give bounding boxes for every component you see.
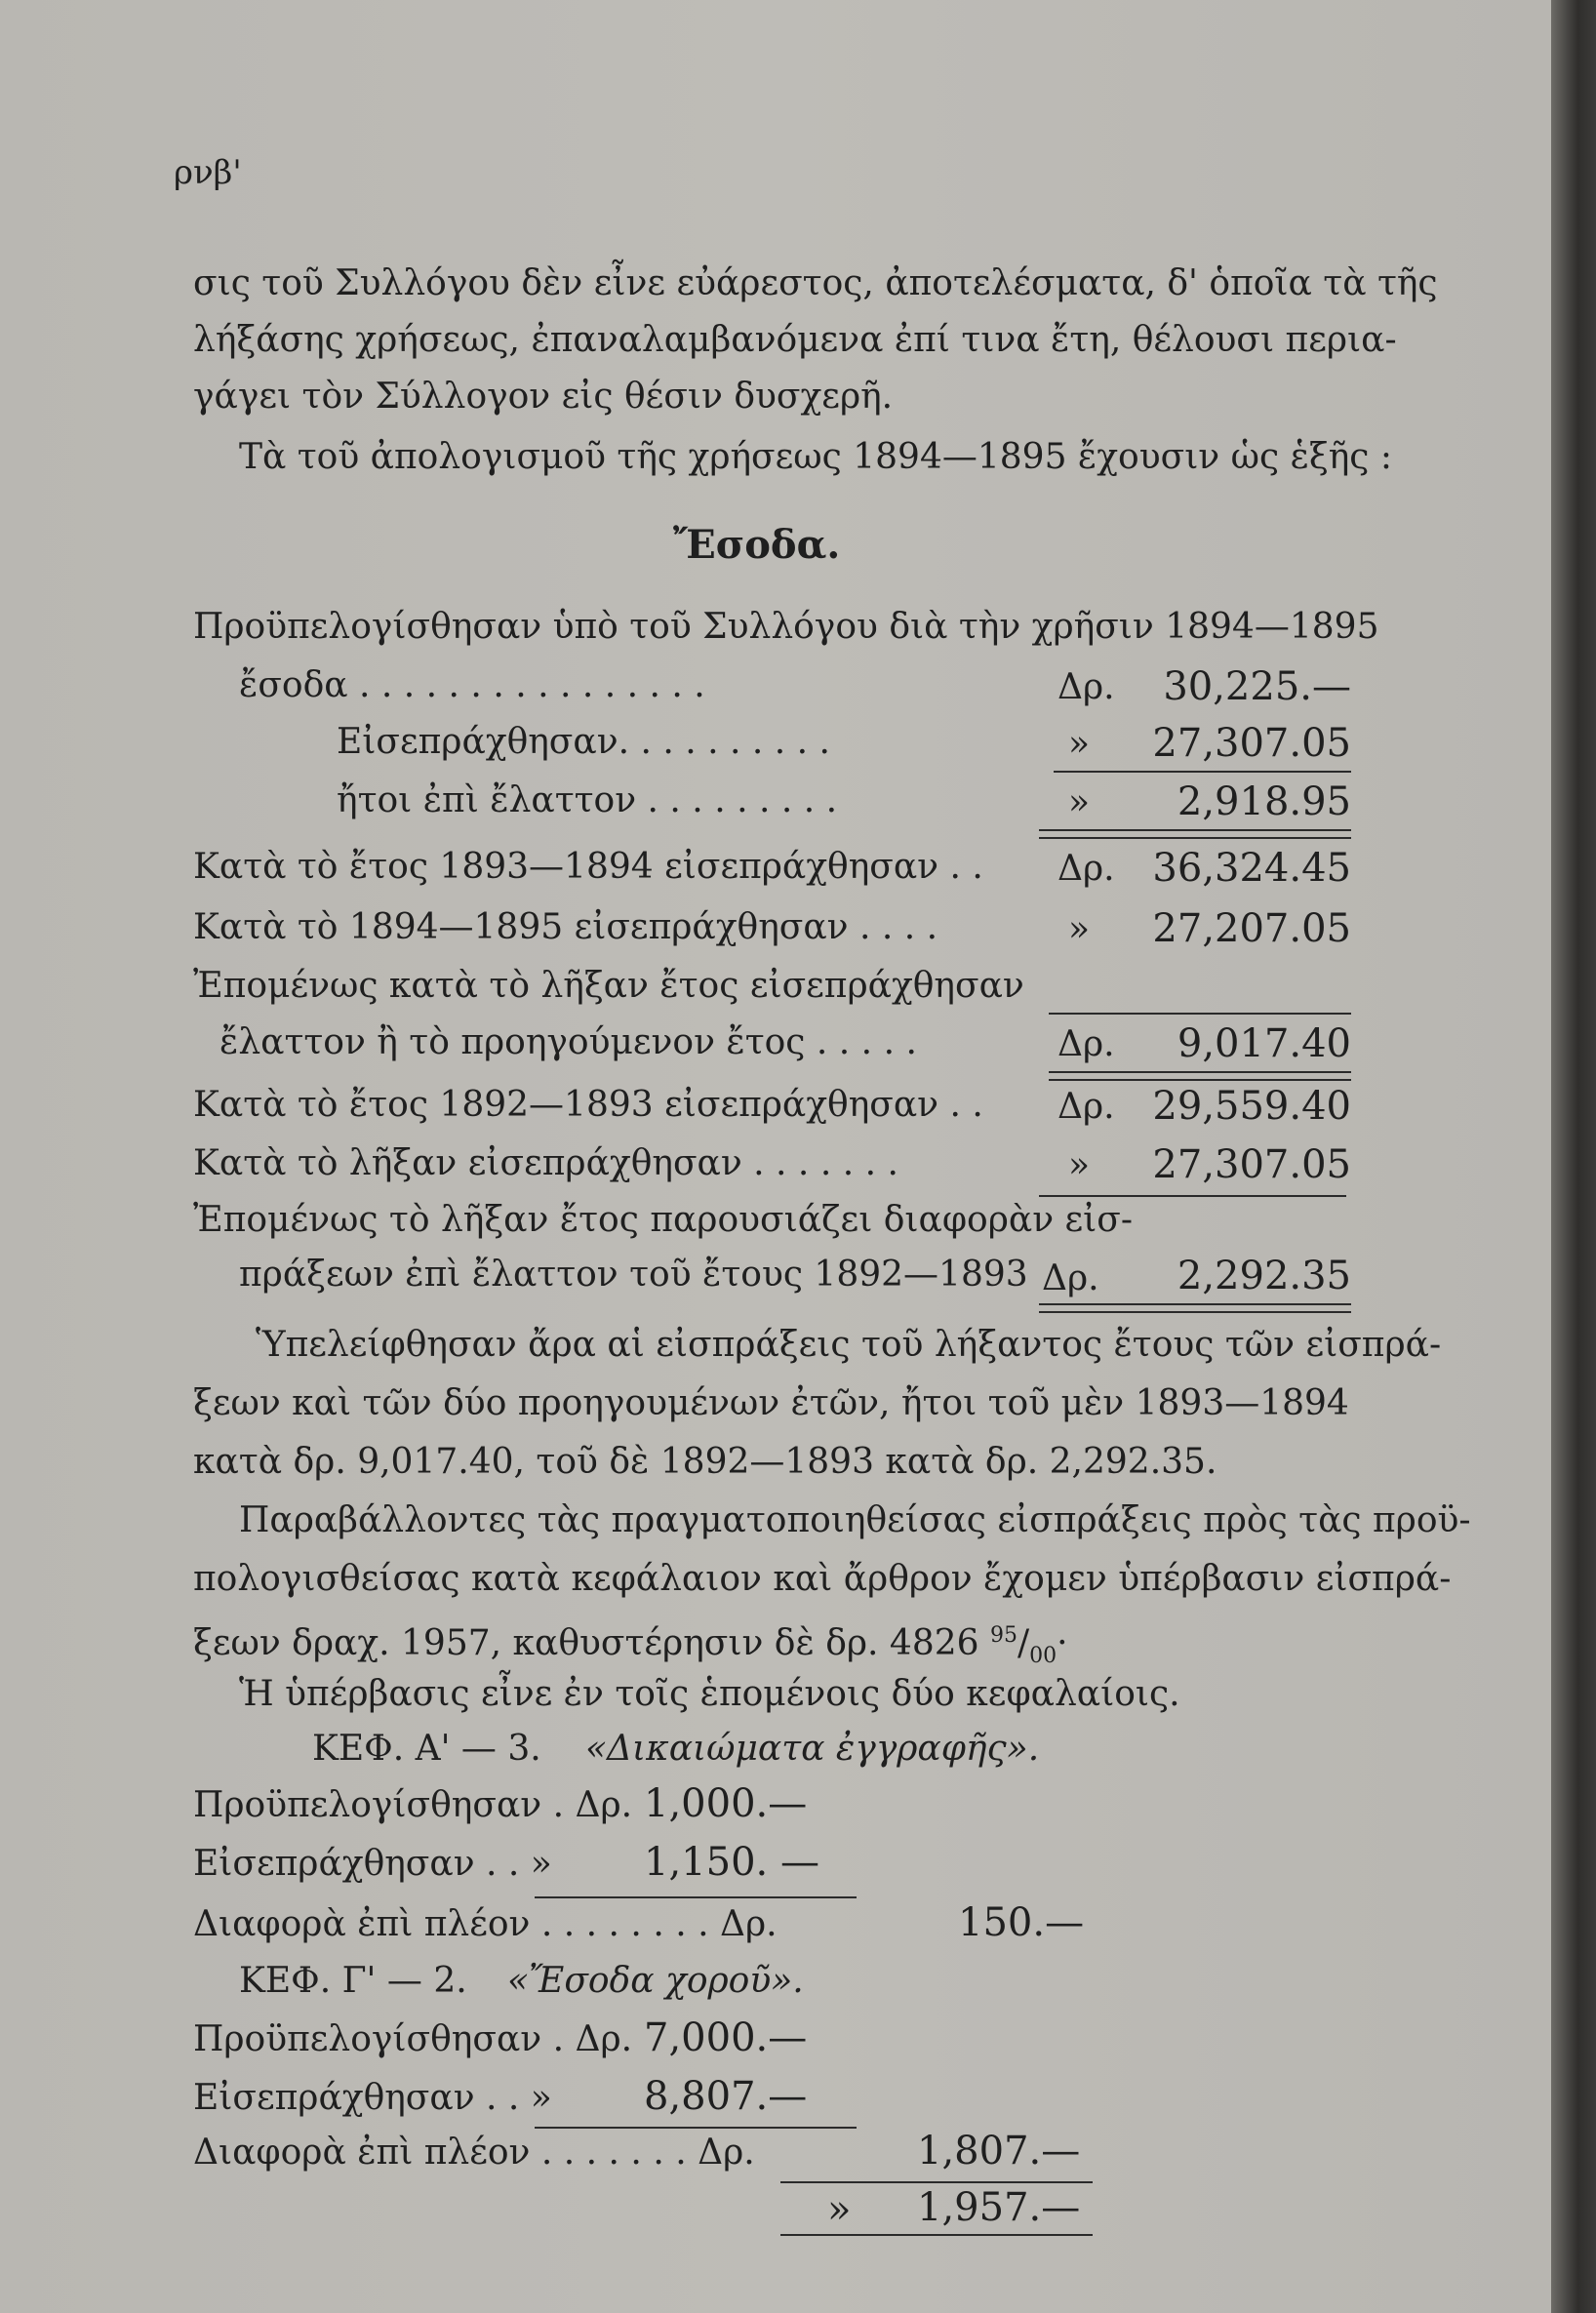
comparison1-row1-currency: Δρ. bbox=[1057, 849, 1115, 889]
chapter2-row2-value: 8,807.— bbox=[644, 2074, 808, 2119]
comparison2-row2-label: Κατὰ τὸ λῆξαν εἰσεπράχθησαν . . . . . . . bbox=[193, 1143, 898, 1183]
double-rule bbox=[1049, 1071, 1351, 1073]
comparison2-row2-value: 27,307.05 bbox=[1152, 1142, 1351, 1187]
chapter1-row2-label: Εἰσεπράχθησαν . . » bbox=[193, 1844, 552, 1884]
chapter1-row1-label: Προϋπελογίσθησαν . Δρ. bbox=[193, 1785, 633, 1825]
comparison2-row1-value: 29,559.40 bbox=[1152, 1084, 1351, 1129]
budget-row1-currency: Δρ. bbox=[1057, 667, 1115, 707]
chapter1-title-b: «Δικαιώματα ἐγγραφῆς». bbox=[585, 1729, 1040, 1769]
double-rule bbox=[1049, 1079, 1351, 1081]
chapter1-row1-value: 1,000.— bbox=[644, 1781, 808, 1826]
comparison2-row1-currency: Δρ. bbox=[1057, 1087, 1115, 1127]
chapter2-row3-value: 1,807.— bbox=[917, 2129, 1081, 2173]
paragraph1-line-2: ξεων καὶ τῶν δύο προηγουμένων ἐτῶν, ἤτοι τοῦ μὲν 1893—1894 bbox=[193, 1383, 1349, 1423]
budget-row3-label: ἤτοι ἐπὶ ἔλαττον . . . . . . . . . bbox=[337, 780, 838, 820]
paragraph2-line-1: Παραβάλλοντες τὰς πραγματοποιηθείσας εἰσπράξεις πρὸς τὰς προϋ- bbox=[239, 1500, 1471, 1540]
paragraph2-line-3 bbox=[193, 1615, 1068, 1677]
comparison1-row1-label: Κατὰ τὸ ἔτος 1893—1894 εἰσεπράχθησαν . . bbox=[193, 847, 983, 887]
chapter1-row3-value: 150.— bbox=[958, 1900, 1085, 1945]
comparison1-row3-value: 9,017.40 bbox=[1177, 1021, 1351, 1066]
paragraph2-line-3-end: · bbox=[1057, 1623, 1068, 1663]
paragraph2-line-2: πολογισθείσας κατὰ κεφάλαιον καὶ ἄρθρον ἔχομεν ὑπέρβασιν εἰσπρά- bbox=[193, 1559, 1452, 1599]
double-rule bbox=[1039, 1303, 1351, 1305]
chapter2-row2-label: Εἰσεπράχθησαν . . » bbox=[193, 2078, 552, 2118]
rule bbox=[1039, 1195, 1346, 1197]
intro-line-2: λήξάσης χρήσεως, ἐπαναλαμβανόμενα ἐπί τινα ἔτη, θέλουσι περια- bbox=[193, 320, 1397, 360]
budget-line-1: Προϋπελογίσθησαν ὑπὸ τοῦ Συλλόγου διὰ τὴν χρῆσιν 1894—1895 bbox=[193, 607, 1379, 647]
paragraph2-line-3-text: ξεων δραχ. 1957, καθυστέρησιν δὲ δρ. 4826 bbox=[193, 1623, 979, 1663]
fraction-slash: / bbox=[1017, 1623, 1030, 1663]
chapter2-total-value: 1,957.— bbox=[917, 2185, 1081, 2230]
comparison2-row3-label-b: πράξεων ἐπὶ ἔλαττον τοῦ ἔτους 1892—1893 bbox=[239, 1255, 1028, 1295]
comparison1-row3-label-a: Ἐπομένως κατὰ τὸ λῆξαν ἔτος εἰσεπράχθησαν bbox=[193, 966, 1024, 1006]
rule bbox=[780, 2181, 1093, 2183]
section-heading: Ἔσοδα. bbox=[673, 522, 841, 568]
comparison1-row2-currency: » bbox=[1068, 909, 1091, 949]
chapter2-row1-label: Προϋπελογίσθησαν . Δρ. bbox=[193, 2019, 633, 2059]
double-rule bbox=[1039, 829, 1351, 831]
rule bbox=[1049, 1013, 1351, 1015]
book-spine-edge bbox=[1551, 0, 1596, 2313]
chapter2-total-currency: » bbox=[827, 2187, 852, 2232]
budget-row3-value: 2,918.95 bbox=[1177, 779, 1351, 824]
budget-row3-currency: » bbox=[1068, 782, 1091, 822]
rule bbox=[780, 2234, 1093, 2236]
budget-row2-currency: » bbox=[1068, 724, 1091, 764]
chapter2-row1-value: 7,000.— bbox=[644, 2015, 808, 2060]
comparison2-row2-currency: » bbox=[1068, 1145, 1091, 1185]
comparison1-row2-value: 27,207.05 bbox=[1152, 906, 1351, 951]
chapter1-row3-label: Διαφορὰ ἐπὶ πλέον . . . . . . . . Δρ. bbox=[193, 1904, 778, 1944]
comparison2-row3-value: 2,292.35 bbox=[1177, 1254, 1351, 1298]
comparison1-row3-currency: Δρ. bbox=[1057, 1024, 1115, 1064]
rule bbox=[1054, 771, 1351, 773]
fraction-numerator: 95 bbox=[990, 1623, 1018, 1648]
chapter2-row3-label: Διαφορὰ ἐπὶ πλέον . . . . . . . Δρ. bbox=[193, 2133, 755, 2173]
fraction-denominator: 00 bbox=[1029, 1644, 1057, 1669]
chapter1-row2-value: 1,150. — bbox=[644, 1840, 819, 1885]
chapter1-title-a: ΚΕΦ. Α' — 3. bbox=[312, 1729, 541, 1769]
comparison1-row1-value: 36,324.45 bbox=[1152, 846, 1351, 891]
comparison1-row2-label: Κατὰ τὸ 1894—1895 εἰσεπράχθησαν . . . . bbox=[193, 907, 938, 947]
comparison2-row3-label-a: Ἐπομένως τὸ λῆξαν ἔτος παρουσιάζει διαφορὰν εἰσ- bbox=[193, 1200, 1134, 1240]
comparison2-row3-currency: Δρ. bbox=[1042, 1258, 1099, 1298]
comparison2-row1-label: Κατὰ τὸ ἔτος 1892—1893 εἰσεπράχθησαν . . bbox=[193, 1085, 983, 1125]
intro-line-3: γάγει τὸν Σύλλογον εἰς θέσιν δυσχερῆ. bbox=[193, 377, 894, 417]
paragraph3: Ἡ ὑπέρβασις εἶνε ἐν τοῖς ἑπομένοις δύο κεφαλαίοις. bbox=[239, 1674, 1180, 1714]
double-rule bbox=[1039, 837, 1351, 839]
budget-row1-label: ἔσοδα . . . . . . . . . . . . . . . . bbox=[239, 665, 705, 705]
intro-line-4: Τὰ τοῦ ἀπολογισμοῦ τῆς χρήσεως 1894—1895 ἔχουσιν ὡς ἑξῆς : bbox=[239, 437, 1393, 477]
page-number: ρνβ' bbox=[174, 153, 242, 192]
budget-row2-value: 27,307.05 bbox=[1152, 721, 1351, 766]
paragraph1-line-3: κατὰ δρ. 9,017.40, τοῦ δὲ 1892—1893 κατὰ δρ. 2,292.35. bbox=[193, 1442, 1217, 1482]
double-rule bbox=[1039, 1311, 1351, 1313]
chapter2-title-b: «Ἔσοδα χοροῦ». bbox=[507, 1961, 804, 2001]
paragraph1-line-1: Ὑπελείφθησαν ἄρα αἱ εἰσπράξεις τοῦ λήξαντος ἔτους τῶν εἰσπρά- bbox=[256, 1325, 1442, 1365]
budget-row2-label: Εἰσεπράχθησαν. . . . . . . . . . bbox=[337, 722, 831, 762]
chapter2-title-a: ΚΕΦ. Γ' — 2. bbox=[239, 1961, 467, 2001]
intro-line-1: σις τοῦ Συλλόγου δὲν εἶνε εὐάρεστος, ἀποτελέσματα, δ' ὁποῖα τὰ τῆς bbox=[193, 263, 1438, 303]
rule bbox=[535, 1896, 857, 1898]
comparison1-row3-label-b: ἔλαττον ἢ τὸ προηγούμενον ἔτος . . . . . bbox=[219, 1022, 917, 1062]
budget-row1-value: 30,225.— bbox=[1163, 664, 1351, 709]
rule bbox=[535, 2127, 857, 2129]
